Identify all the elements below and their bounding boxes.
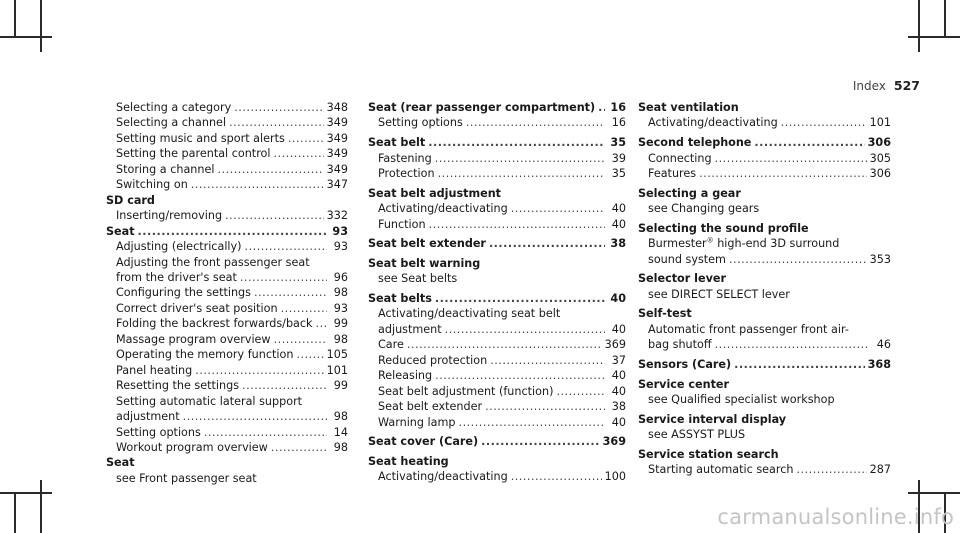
entry-label: Automatic front passenger front air- (648, 322, 849, 336)
dot-leader (254, 285, 327, 300)
index-heading (368, 454, 626, 469)
crop-mark (0, 36, 52, 38)
entry-label: Seat heating (368, 454, 449, 468)
page-reference[interactable]: 353 (869, 252, 891, 266)
entry-label: Warning lamp (378, 415, 456, 429)
page-reference[interactable]: 105 (326, 348, 348, 362)
entry-label: Selecting the sound profile (638, 221, 809, 235)
page-reference[interactable]: 16 (610, 101, 626, 114)
entry-label: Selector lever (638, 272, 726, 286)
crop-mark (14, 492, 16, 533)
index-subentry (638, 322, 891, 337)
index-subentry[interactable] (368, 337, 626, 352)
entry-label: Seat (rear passenger compartment) (368, 101, 596, 114)
entry-label: Activating/deactivating (378, 470, 508, 484)
dot-leader (316, 316, 327, 331)
page-reference[interactable]: 101 (869, 116, 891, 130)
entry-label: Sensors (Care) (638, 357, 732, 371)
index-subentry[interactable] (106, 270, 348, 285)
entry-label: adjustment (116, 410, 180, 424)
entry-label: sound system (648, 252, 726, 266)
entry-label: Inserting/removing (116, 209, 223, 223)
dot-leader (435, 368, 605, 383)
index-heading (638, 221, 891, 236)
index-subentry[interactable] (106, 440, 348, 455)
index-subentry[interactable] (106, 409, 348, 424)
entry-label: Burmester® high-end 3D surround (648, 236, 840, 251)
dot-leader (204, 425, 327, 440)
dot-leader (466, 115, 605, 130)
entry-label: see Qualified specialist workshop (648, 393, 835, 407)
index-subentry[interactable] (106, 363, 348, 378)
index-subentry[interactable] (106, 285, 348, 300)
page-reference[interactable]: 98 (333, 440, 348, 454)
index-heading (638, 412, 891, 427)
entry-label: Setting the parental control (116, 147, 271, 161)
entry-label: Connecting (648, 151, 712, 165)
dot-leader (598, 100, 605, 115)
dot-leader (699, 166, 867, 181)
entry-label: Activating/deactivating seat belt (378, 307, 561, 321)
entry-label: Massage program overview (116, 332, 271, 346)
crop-mark (0, 492, 52, 494)
page-reference[interactable]: 40 (611, 202, 626, 216)
entry-label: Selecting a gear (638, 186, 741, 200)
index-subentry[interactable] (638, 252, 891, 267)
crop-mark (944, 0, 946, 38)
dot-leader (489, 236, 605, 251)
index-subentry (638, 236, 891, 251)
index-heading[interactable] (368, 236, 626, 251)
page-reference[interactable]: 38 (611, 400, 626, 414)
page-reference[interactable]: 96 (333, 270, 348, 284)
page-reference[interactable]: 35 (610, 136, 626, 150)
index-heading (368, 256, 626, 271)
dot-leader (734, 357, 865, 372)
page-reference[interactable]: 93 (333, 301, 348, 315)
index-subentry[interactable] (106, 146, 348, 161)
dot-leader (754, 135, 864, 150)
index-subentry[interactable] (106, 378, 348, 393)
page-reference[interactable]: 39 (611, 151, 626, 165)
dot-leader (217, 162, 323, 177)
index-heading[interactable] (638, 135, 891, 150)
page-reference[interactable]: 40 (611, 322, 626, 336)
page-reference[interactable]: 99 (333, 379, 348, 393)
dot-leader (556, 384, 605, 399)
entry-label: Function (378, 217, 426, 231)
index-subentry (106, 471, 348, 486)
index-subentry[interactable] (368, 469, 626, 484)
page-reference[interactable]: 347 (326, 178, 348, 192)
index-heading (638, 447, 891, 462)
crop-mark (908, 492, 960, 494)
index-heading (106, 455, 348, 470)
entry-label: Seat belt warning (368, 256, 481, 270)
page-reference[interactable]: 93 (333, 240, 348, 254)
page-reference[interactable]: 287 (869, 463, 891, 477)
dot-leader (245, 239, 327, 254)
index-subentry[interactable] (106, 239, 348, 254)
entry-label: Selecting a channel (116, 116, 227, 130)
index-heading (638, 377, 891, 392)
dot-leader (490, 353, 605, 368)
dot-leader (715, 151, 867, 166)
entry-label: Storing a channel (116, 162, 215, 176)
entry-label: Setting options (116, 425, 201, 439)
dot-leader (435, 151, 605, 166)
index-subentry[interactable] (368, 384, 626, 399)
dot-leader (445, 322, 605, 337)
dot-leader (183, 409, 327, 424)
dot-leader (234, 100, 323, 115)
entry-label: from the driver's seat (116, 270, 237, 284)
entry-label: Service station search (638, 447, 779, 461)
dot-leader (281, 301, 327, 316)
index-heading[interactable] (368, 135, 626, 150)
index-heading (638, 306, 891, 321)
page-reference[interactable]: 305 (869, 151, 891, 165)
page-reference[interactable]: 100 (604, 470, 626, 484)
dot-leader (438, 166, 605, 181)
entry-label: Fastening (378, 151, 432, 165)
index-subentry[interactable] (106, 131, 348, 146)
index-heading (638, 100, 891, 115)
dot-leader (511, 469, 602, 484)
index-subentry (638, 287, 891, 302)
entry-label: Seat belts (368, 291, 432, 305)
index-subentry[interactable] (106, 332, 348, 347)
page-reference[interactable]: 369 (602, 435, 626, 449)
entry-label: see ASSYST PLUS (648, 428, 746, 442)
entry-label: Correct driver's seat position (116, 301, 278, 315)
page-reference[interactable]: 40 (611, 415, 626, 429)
index-subentry[interactable] (106, 316, 348, 331)
index-subentry[interactable] (106, 301, 348, 316)
page-reference[interactable]: 16 (611, 116, 626, 130)
index-subentry[interactable] (638, 462, 891, 477)
index-subentry[interactable] (106, 115, 348, 130)
index-column-3 (638, 100, 891, 478)
entry-label: Seat cover (Care) (368, 435, 479, 449)
entry-label: Configuring the settings (116, 286, 251, 300)
crop-mark (40, 480, 42, 533)
index-subentry[interactable] (106, 177, 348, 192)
index-heading[interactable] (368, 434, 626, 449)
page-reference[interactable]: 37 (611, 353, 626, 367)
index-subentry (368, 271, 626, 286)
index-heading (368, 186, 626, 201)
dot-leader (288, 131, 324, 146)
index-heading (638, 186, 891, 201)
page-reference[interactable]: 101 (326, 363, 348, 377)
page-reference[interactable]: 306 (869, 167, 891, 180)
entry-label: Releasing (378, 369, 433, 383)
index-heading[interactable] (106, 224, 348, 239)
index-subentry[interactable] (638, 151, 891, 166)
entry-label: Activating/deactivating (648, 116, 778, 130)
entry-label: Setting automatic lateral support (116, 394, 303, 408)
dot-leader (729, 252, 867, 267)
crop-mark (918, 0, 920, 52)
entry-label: Adjusting the front passenger seat (116, 255, 310, 269)
index-heading[interactable] (368, 291, 626, 306)
dot-leader (240, 270, 327, 285)
entry-label: Starting automatic search (648, 463, 794, 477)
index-subentry[interactable] (368, 368, 626, 383)
index-heading (638, 271, 891, 286)
page-reference[interactable]: 368 (867, 357, 891, 371)
dot-leader (229, 115, 324, 130)
index-subentry[interactable] (638, 337, 891, 352)
dot-leader (485, 399, 605, 414)
entry-label: Service interval display (638, 412, 787, 426)
index-subentry[interactable] (368, 151, 626, 166)
entry-label: see Changing gears (648, 202, 760, 216)
index-subentry (638, 392, 891, 407)
dot-leader (428, 135, 605, 150)
index-subentry (638, 201, 891, 216)
entry-label: adjustment (378, 322, 442, 336)
crop-mark (14, 0, 16, 38)
crop-mark (40, 0, 42, 52)
dot-leader (242, 378, 327, 393)
dot-leader (138, 224, 327, 239)
dot-leader (511, 201, 605, 216)
index-subentry (106, 255, 348, 270)
watermark: carmanualsonline.info (717, 505, 954, 529)
page-reference[interactable]: 35 (611, 167, 626, 180)
index-subentry[interactable] (368, 166, 626, 181)
page-reference[interactable]: 40 (610, 291, 626, 305)
entry-label: Activating/deactivating (378, 202, 508, 216)
entry-label: Setting options (378, 116, 463, 130)
index-subentry[interactable] (368, 353, 626, 368)
dot-leader (796, 462, 866, 477)
page-reference[interactable]: 98 (333, 410, 348, 424)
entry-label: SD card (106, 193, 155, 207)
entry-label: Workout program overview (116, 440, 268, 454)
dot-leader (459, 415, 605, 430)
entry-label: Operating the memory function (116, 348, 294, 362)
page-reference[interactable]: 40 (611, 217, 626, 231)
entry-label: Seat ventilation (638, 101, 739, 114)
entry-label: Protection (378, 167, 435, 180)
entry-label: Seat belt extender (368, 237, 486, 251)
entry-label: Folding the backrest forwards/back (116, 317, 313, 331)
entry-label: bag shutoff (648, 338, 712, 352)
index-subentry[interactable] (106, 347, 348, 362)
entry-label: Seat belt extender (378, 400, 483, 414)
index-heading (106, 193, 348, 208)
index-subentry[interactable] (368, 322, 626, 337)
page-reference[interactable]: 38 (610, 237, 626, 251)
page-reference[interactable]: 349 (326, 147, 348, 161)
dot-leader (225, 208, 324, 223)
dot-leader (481, 434, 600, 449)
entry-label: Panel heating (116, 363, 193, 377)
index-subentry[interactable] (368, 415, 626, 430)
crop-mark (908, 36, 960, 38)
page-reference[interactable]: 40 (611, 384, 626, 398)
index-column-1 (106, 100, 348, 486)
index-subentry[interactable] (638, 115, 891, 130)
entry-label: Seat belt adjustment (368, 186, 502, 200)
page-header (853, 78, 920, 93)
page-reference[interactable]: 349 (326, 116, 348, 130)
entry-label: see DIRECT SELECT lever (648, 287, 790, 301)
index-heading[interactable] (368, 100, 626, 115)
page-reference[interactable]: 349 (326, 162, 348, 176)
dot-leader (781, 115, 867, 130)
page-reference[interactable]: 332 (326, 209, 348, 223)
index-subentry[interactable] (368, 217, 626, 232)
dot-leader (195, 363, 323, 378)
entry-label: Setting music and sport alerts (116, 131, 285, 145)
entry-label: Selecting a category (116, 101, 232, 114)
index-subentry[interactable] (368, 399, 626, 414)
entry-label: Service center (638, 377, 730, 391)
page-number: 527 (893, 78, 920, 93)
entry-label: Features (648, 167, 697, 180)
dot-leader (274, 146, 324, 161)
page-reference[interactable]: 46 (876, 338, 891, 352)
index-heading[interactable] (638, 357, 891, 372)
entry-label: see Front passenger seat (116, 471, 257, 485)
index-subentry[interactable] (638, 166, 891, 181)
index-subentry[interactable] (368, 201, 626, 216)
index-subentry[interactable] (106, 162, 348, 177)
entry-label: Resetting the settings (116, 379, 240, 393)
page-reference[interactable]: 99 (333, 317, 348, 331)
index-subentry[interactable] (106, 425, 348, 440)
entry-label: Seat belt adjustment (function) (378, 384, 554, 398)
index-column-2 (368, 100, 626, 485)
entry-label: Switching on (116, 178, 188, 192)
entry-label: Seat (106, 224, 135, 238)
entry-label: Self-test (638, 307, 692, 321)
dot-leader (435, 291, 605, 306)
entry-label: Care (378, 338, 404, 352)
entry-label: Seat (106, 456, 135, 470)
dot-leader (715, 337, 870, 352)
index-subentry[interactable] (368, 115, 626, 130)
page-reference[interactable]: 93 (332, 224, 348, 238)
entry-label: Second telephone (638, 136, 752, 150)
page-reference[interactable]: 348 (326, 101, 348, 114)
dot-leader (407, 337, 602, 352)
page-reference[interactable]: 98 (333, 286, 348, 300)
dot-leader (271, 440, 327, 455)
page-reference[interactable]: 14 (333, 425, 348, 439)
entry-label: Reduced protection (378, 353, 488, 367)
entry-label: Seat belt (368, 136, 426, 150)
entry-label: see Seat belts (378, 272, 458, 286)
dot-leader (429, 217, 605, 232)
index-subentry[interactable] (106, 208, 348, 223)
dot-leader (191, 177, 324, 192)
page-reference[interactable]: 306 (867, 136, 891, 150)
page-reference[interactable]: 98 (333, 332, 348, 346)
entry-label: Adjusting (electrically) (116, 240, 242, 254)
index-subentry (106, 394, 348, 409)
index-subentry (638, 427, 891, 442)
page-reference[interactable]: 349 (326, 131, 348, 145)
dot-leader (274, 332, 327, 347)
page-reference[interactable]: 369 (604, 338, 626, 352)
page-title: Index (852, 79, 886, 93)
index-subentry[interactable] (106, 100, 348, 115)
index-subentry (368, 306, 626, 321)
page-reference[interactable]: 40 (611, 369, 626, 383)
dot-leader (296, 347, 323, 362)
